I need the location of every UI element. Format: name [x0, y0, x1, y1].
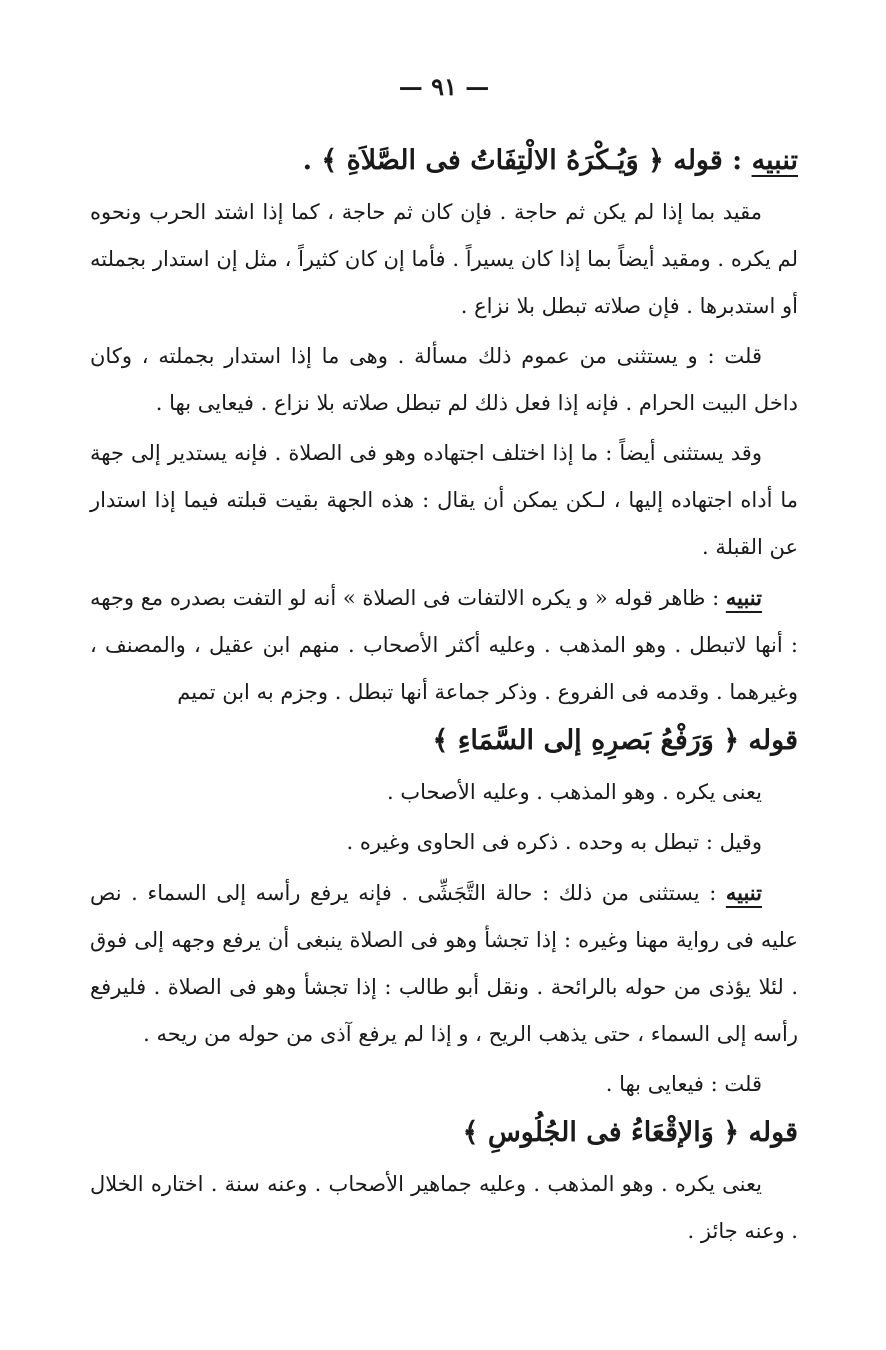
paragraph: مقيد بما إذا لم يكن ثم حاجة . فإن كان ثم حاجة ، كما إذا اشتد الحرب ونحوه لم يكره . ومقيد أيضاً بما إذا كان يسيراً . فأما إن كان كثيراً ، مثل إن استدار بجملته أو استدبرها . فإن صلاته تبطل بلا نزاع .	[90, 200, 798, 318]
note-label: تنبيه	[725, 585, 762, 610]
note-label: تنبيه	[725, 880, 762, 905]
page-number: — ٩١ —	[398, 72, 490, 101]
heading-iqaa: قوله ﴿ وَالإقْعَاءُ فى الجُلُوسِ ﴾	[462, 1117, 798, 1148]
paragraph-text: : ظاهر قوله « و يكره الالتفات فى الصلاة » أنه لو التفت بصدره مع وجهه : أنها لاتبطل . وهو المذهب . وعليه أكثر الأصحاب . منهم ابن عقيل ، والمصنف ، وغيرهما . وقدمه فى الفروع . وذكر جماعة أنها تبطل . وجزم به ابن تميم	[90, 586, 798, 704]
heading-text: : قوله ﴿ وَيُـكْرَهُ الالْتِفَاتُ فى الصَّلاَةِ ﴾ .	[302, 145, 743, 176]
paragraph: يعنى يكره . وهو المذهب . وعليه جماهير الأصحاب . وعنه سنة . اختاره الخلال . وعنه جائز .	[90, 1172, 798, 1243]
heading-iltifat	[90, 139, 798, 183]
paragraph: قلت : و يستثنى من عموم ذلك مسألة . وهى ما إذا استدار بجملته ، وكان داخل البيت الحرام . فإنه إذا فعل ذلك لم تبطل صلاته بلا نزاع . فيعايى بها .	[90, 344, 798, 415]
paragraph: وقد يستثنى أيضاً : ما إذا اختلف اجتهاده وهو فى الصلاة . فإنه يستدير إلى جهة ما أداه اجتهاده إليها ، لـكن يمكن أن يقال : هذه الجهة بقيت قبلته فيما إذا استدار عن القبلة .	[90, 441, 798, 559]
paragraph: يعنى يكره . وهو المذهب . وعليه الأصحاب .	[386, 780, 762, 804]
paragraph-note	[90, 869, 798, 1058]
paragraph: وقيل : تبطل به وحده . ذكره فى الحاوى وغيره .	[346, 830, 762, 854]
paragraph-text: : يستثنى من ذلك : حالة التَّجَشِّى . فإنه يرفع رأسه إلى السماء . نص عليه فى رواية مهنا وغيره : إذا تجشأ وهو فى الصلاة ينبغى أن يرفع وجهه إلى فوق . لئلا يؤذى من حوله بالرائحة . ونقل أبو طالب : إذا تجشأ وهو فى الصلاة . فليرفع رأسه إلى السماء ، حتى يذهب الريح ، و إذا لم يرفع آذى من حوله من ريحه .	[90, 881, 798, 1046]
paragraph-note	[90, 574, 798, 716]
paragraph: قلت : فيعايى بها .	[605, 1072, 762, 1096]
heading-raising-gaze: قوله ﴿ وَرَفْعُ بَصرِهِ إلى السَّمَاءِ ﴾	[432, 725, 798, 756]
note-label: تنبيه	[751, 145, 798, 176]
